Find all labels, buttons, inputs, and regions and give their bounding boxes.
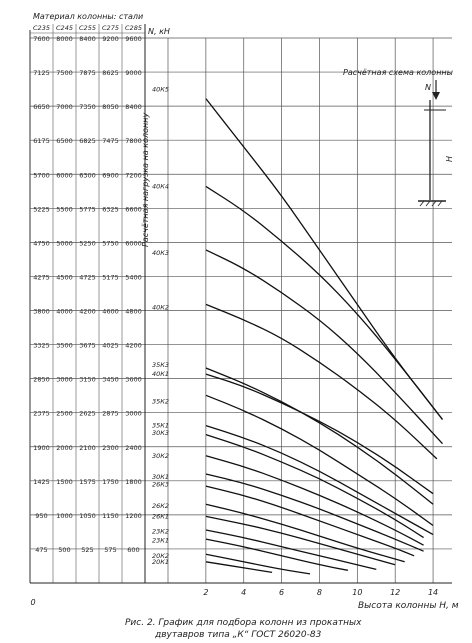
y-tick-label: 5700 bbox=[33, 171, 50, 180]
curve-label: 20К1 bbox=[152, 557, 170, 566]
y-tick-label: 2100 bbox=[79, 443, 96, 452]
y-tick-label: 1575 bbox=[79, 477, 96, 486]
y-axis-label: Расчётная нагрузка на колонну bbox=[141, 112, 150, 247]
curve-label: 40К2 bbox=[152, 303, 170, 312]
scheme-ground-hatch bbox=[420, 201, 442, 206]
y-tick-label: 1050 bbox=[79, 511, 96, 520]
y-tick-label: 600 bbox=[127, 545, 140, 554]
y-tick-label: 5250 bbox=[79, 239, 96, 248]
curve-26К2 bbox=[206, 504, 405, 562]
curve-label: 26К1 bbox=[152, 512, 170, 521]
y-tick-label: 2300 bbox=[102, 443, 119, 452]
material-label: С285 bbox=[125, 24, 142, 32]
curve-label: 40К4 bbox=[152, 182, 170, 191]
y-tick-label: 9200 bbox=[102, 35, 119, 43]
y-tick-label: 950 bbox=[35, 511, 48, 520]
y-tick-label: 7350 bbox=[79, 103, 96, 112]
y-tick-label: 4200 bbox=[79, 307, 96, 316]
y-tick-label: 8400 bbox=[125, 103, 142, 112]
y-tick-label: 525 bbox=[81, 545, 94, 554]
y-tick-label: 2850 bbox=[33, 375, 50, 384]
y-tick-label: 5750 bbox=[102, 239, 119, 248]
y-tick-label: 7875 bbox=[79, 69, 96, 78]
y-tick-label: 6500 bbox=[56, 137, 73, 146]
y-tick-label: 7500 bbox=[56, 69, 73, 78]
y-tick-label: 3600 bbox=[125, 375, 142, 384]
curve-label: 30К2 bbox=[152, 451, 170, 460]
y-tick-label: 8625 bbox=[102, 69, 119, 78]
curve-30К3 bbox=[206, 435, 424, 538]
curve-40К5 bbox=[206, 99, 443, 420]
y-tick-label: 5225 bbox=[33, 205, 50, 214]
load-value-table bbox=[30, 24, 145, 583]
y-tick-label: 4800 bbox=[125, 307, 142, 316]
calculation-scheme bbox=[343, 68, 454, 206]
y-tick-label: 475 bbox=[35, 545, 48, 554]
y-tick-label: 1800 bbox=[125, 477, 142, 486]
curves bbox=[206, 99, 443, 574]
curve-40К4 bbox=[206, 186, 443, 419]
material-label: С245 bbox=[56, 24, 73, 32]
curve-label: 40К3 bbox=[152, 248, 170, 257]
y-tick-label: 500 bbox=[58, 545, 71, 554]
y-tick-label: 3450 bbox=[102, 375, 119, 384]
x-tick-label: 6 bbox=[279, 588, 285, 597]
scheme-h-label: H bbox=[445, 155, 454, 162]
y-tick-label: 2625 bbox=[79, 409, 96, 418]
curve-label: 40К5 bbox=[152, 85, 170, 94]
y-tick-label: 3675 bbox=[79, 341, 96, 350]
y-tick-label: 4750 bbox=[33, 239, 50, 248]
x-axis-label: Высота колонны H, м bbox=[358, 601, 459, 611]
curve-26К1 bbox=[206, 516, 395, 564]
y-tick-label: 6000 bbox=[125, 239, 142, 248]
curve-label: 35К1 bbox=[152, 421, 170, 430]
materials-table bbox=[30, 12, 145, 583]
y-tick-label: 4025 bbox=[102, 341, 119, 350]
material-labels bbox=[33, 24, 142, 32]
y-tick-label: 7600 bbox=[33, 35, 50, 43]
y-tick-label: 1000 bbox=[56, 511, 73, 520]
y-tick-label: 2000 bbox=[56, 443, 73, 452]
y-tick-label: 5175 bbox=[102, 273, 119, 282]
y-tick-label: 575 bbox=[104, 545, 117, 554]
x-tick-label: 8 bbox=[316, 588, 323, 597]
y-tick-label: 8050 bbox=[102, 103, 119, 112]
curve-20К1 bbox=[206, 562, 272, 573]
y-tick-label: 6825 bbox=[79, 137, 96, 146]
y-tick-label: 7125 bbox=[33, 69, 50, 78]
material-label: С255 bbox=[79, 24, 96, 32]
y-tick-label: 7000 bbox=[56, 103, 73, 112]
y-tick-label: 3800 bbox=[33, 307, 50, 316]
caption-line-2: двутавров типа „К“ ГОСТ 26020-83 bbox=[155, 630, 322, 640]
y-tick-label: 3325 bbox=[33, 341, 50, 350]
y-tick-label: 8000 bbox=[56, 35, 73, 43]
y-tick-label: 6900 bbox=[102, 171, 119, 180]
y-tick-label: 9000 bbox=[125, 69, 142, 78]
y-tick-label: 6000 bbox=[56, 171, 73, 180]
y-tick-label: 1200 bbox=[125, 511, 142, 520]
x-tick-label: 10 bbox=[352, 588, 363, 597]
y-tick-label: 3500 bbox=[56, 341, 73, 350]
x-tick-label: 12 bbox=[390, 588, 401, 597]
y-tick-label: 7200 bbox=[125, 171, 142, 180]
scheme-n-label: N bbox=[425, 83, 431, 92]
x-zero-label: 0 bbox=[30, 598, 36, 607]
y-tick-label: 2375 bbox=[33, 409, 50, 418]
x-tick-label: 2 bbox=[203, 588, 209, 597]
y-tick-label: 2500 bbox=[56, 409, 73, 418]
curve-labels bbox=[152, 85, 169, 565]
material-label: С235 bbox=[33, 24, 50, 32]
y-tick-label: 1750 bbox=[102, 477, 119, 486]
y-tick-label: 4200 bbox=[125, 341, 142, 350]
material-label: С275 bbox=[102, 24, 119, 32]
y-tick-label: 7800 bbox=[125, 137, 142, 146]
scheme-title: Расчётная схема колонны bbox=[343, 68, 453, 77]
y-tick-label: 2400 bbox=[125, 443, 142, 452]
y-tick-label: 3000 bbox=[125, 409, 142, 418]
y-tick-label: 5500 bbox=[56, 205, 73, 214]
y-tick-label: 7475 bbox=[102, 137, 119, 146]
curve-label: 23К1 bbox=[152, 536, 170, 545]
x-tick-label: 4 bbox=[241, 588, 247, 597]
y-tick-label: 6175 bbox=[33, 137, 50, 146]
materials-header: Материал колонны: стали bbox=[33, 12, 144, 21]
curve-label: 30К1 bbox=[152, 473, 170, 482]
y-tick-label: 1500 bbox=[56, 477, 73, 486]
y-tick-label: 2875 bbox=[102, 409, 119, 418]
curve-label: 35К3 bbox=[152, 361, 170, 369]
x-tick-labels bbox=[203, 588, 438, 597]
y-tick-label: 6325 bbox=[102, 205, 119, 214]
x-tick-label: 14 bbox=[427, 588, 439, 597]
y-tick-label: 5775 bbox=[79, 205, 96, 214]
n-unit-label: N, кН bbox=[148, 27, 170, 36]
curve-label: 26К2 bbox=[152, 501, 170, 510]
y-tick-label: 3150 bbox=[79, 375, 96, 384]
y-tick-label: 6600 bbox=[125, 205, 142, 214]
caption-line-1: Рис. 2. График для подбора колонн из прокатных bbox=[125, 618, 362, 628]
y-tick-label: 5000 bbox=[56, 239, 73, 248]
curve-label: 23К2 bbox=[152, 527, 170, 536]
y-tick-label: 1425 bbox=[33, 477, 50, 486]
curve-label: 26К3 bbox=[152, 480, 170, 489]
y-tick-label: 1150 bbox=[102, 511, 119, 520]
y-tick-label: 3000 bbox=[56, 375, 73, 384]
y-tick-label: 6650 bbox=[33, 103, 50, 112]
curve-label: 40К1 bbox=[152, 370, 170, 379]
y-tick-label: 1900 bbox=[33, 443, 50, 452]
y-tick-label: 4275 bbox=[33, 273, 50, 282]
y-tick-label: 4725 bbox=[79, 273, 96, 282]
curve-label: 30К3 bbox=[152, 429, 170, 438]
y-tick-label: 4600 bbox=[102, 307, 119, 316]
y-tick-label: 8400 bbox=[79, 35, 96, 43]
y-tick-label: 4000 bbox=[56, 307, 73, 316]
y-tick-label: 6300 bbox=[79, 171, 96, 180]
curve-label: 20К2 bbox=[152, 551, 170, 560]
y-tick-label: 5400 bbox=[125, 273, 142, 282]
curve-label: 35К2 bbox=[152, 397, 170, 406]
y-tick-label: 4500 bbox=[56, 273, 73, 282]
y-tick-label: 9600 bbox=[125, 35, 142, 43]
